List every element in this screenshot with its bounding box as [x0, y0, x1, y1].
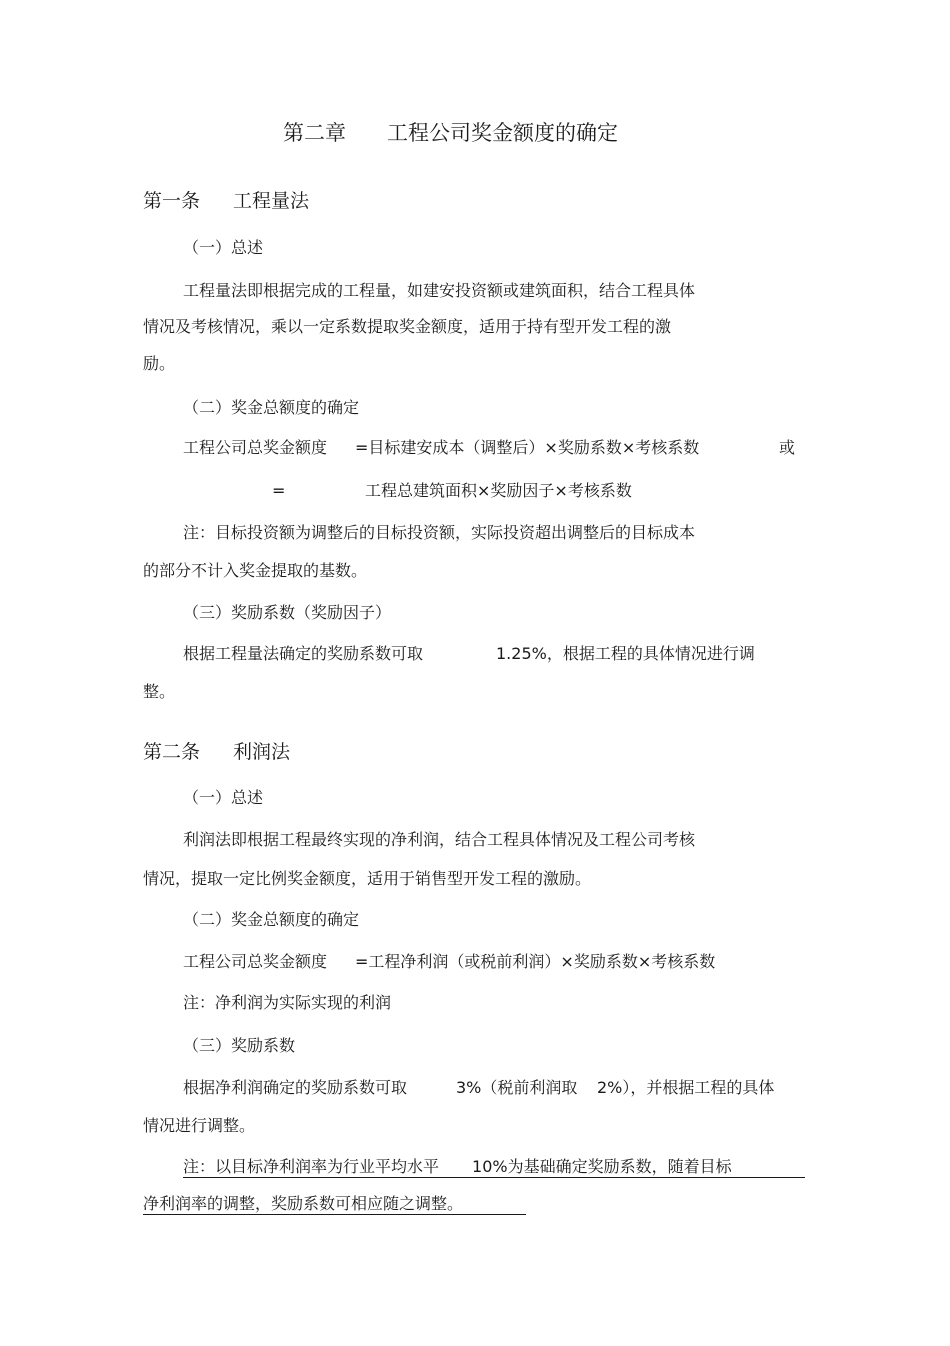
article1-sec3-paragraph-line2: 整。: [143, 682, 176, 701]
chapter-title: 工程公司奖金额度的确定: [387, 121, 618, 145]
article1-sec1-heading: （一）总述: [183, 238, 264, 257]
article2-sec3-paragraph-line2: 情况进行调整。: [143, 1116, 256, 1135]
article2-formula-lhs: 工程公司总奖金额度: [183, 952, 328, 971]
article1-sec1-paragraph-line1: 工程量法即根据完成的工程量，如建安投资额或建筑面积，结合工程具体: [183, 281, 696, 300]
article2-sec3-paragraph-a: 根据净利润确定的奖励系数可取: [183, 1078, 408, 1097]
article1-note-line1: 注：目标投资额为调整后的目标投资额，实际投资超出调整后的目标成本: [183, 523, 696, 542]
article2-title: 利润法: [233, 741, 291, 763]
article1-sec2-heading: （二）奖金总额度的确定: [183, 398, 360, 417]
article2-note2-line2: 净利润率的调整，奖励系数可相应随之调整。: [143, 1196, 526, 1215]
article2-sec3-paragraph-c: 2%），并根据工程的具体: [597, 1078, 775, 1097]
chapter-label: 第二章: [283, 121, 346, 145]
article1-sec1-paragraph-line3: 励。: [143, 354, 176, 373]
article1-formula-rhs2: 工程总建筑面积×奖励因子×考核系数: [365, 481, 632, 500]
article1-formula-or: 或: [779, 438, 796, 457]
article2-sec2-heading: （二）奖金总额度的确定: [183, 910, 360, 929]
article1-title: 工程量法: [233, 190, 310, 212]
article2-note2-line1: [183, 1159, 805, 1178]
article2-sec1-heading: （一）总述: [183, 788, 264, 807]
article1-formula-equals: =: [272, 481, 286, 500]
article2-formula-rhs: =工程净利润（或税前利润）×奖励系数×考核系数: [355, 952, 716, 971]
article2-label: 第二条: [143, 741, 201, 763]
article2-note: 注：净利润为实际实现的利润: [183, 993, 392, 1012]
article2-note2-part-a: 注：以目标净利润率为行业平均水平: [183, 1157, 440, 1176]
article1-note-line2: 的部分不计入奖金提取的基数。: [143, 561, 368, 580]
article2-sec1-paragraph-line2: 情况，提取一定比例奖金额度，适用于销售型开发工程的激励。: [143, 869, 592, 888]
article2-note2-part-b: 10%为基础确定奖励系数，随着目标: [472, 1157, 732, 1176]
article2-sec3-heading: （三）奖励系数: [183, 1036, 296, 1055]
article2-sec3-paragraph-b: 3%（税前利润取: [456, 1078, 578, 1097]
article1-sec3-paragraph-a: 根据工程量法确定的奖励系数可取: [183, 644, 424, 663]
article1-sec1-paragraph-line2: 情况及考核情况，乘以一定系数提取奖金额度，适用于持有型开发工程的激: [143, 317, 672, 336]
article1-sec3-paragraph-b: 1.25%，根据工程的具体情况进行调: [496, 644, 755, 663]
article1-formula-rhs1: =目标建安成本（调整后）×奖励系数×考核系数: [355, 438, 700, 457]
article1-formula-lhs: 工程公司总奖金额度: [183, 438, 328, 457]
article1-sec3-heading: （三）奖励系数（奖励因子）: [183, 603, 392, 622]
article2-sec1-paragraph-line1: 利润法即根据工程最终实现的净利润，结合工程具体情况及工程公司考核: [183, 830, 696, 849]
article1-label: 第一条: [143, 190, 201, 212]
